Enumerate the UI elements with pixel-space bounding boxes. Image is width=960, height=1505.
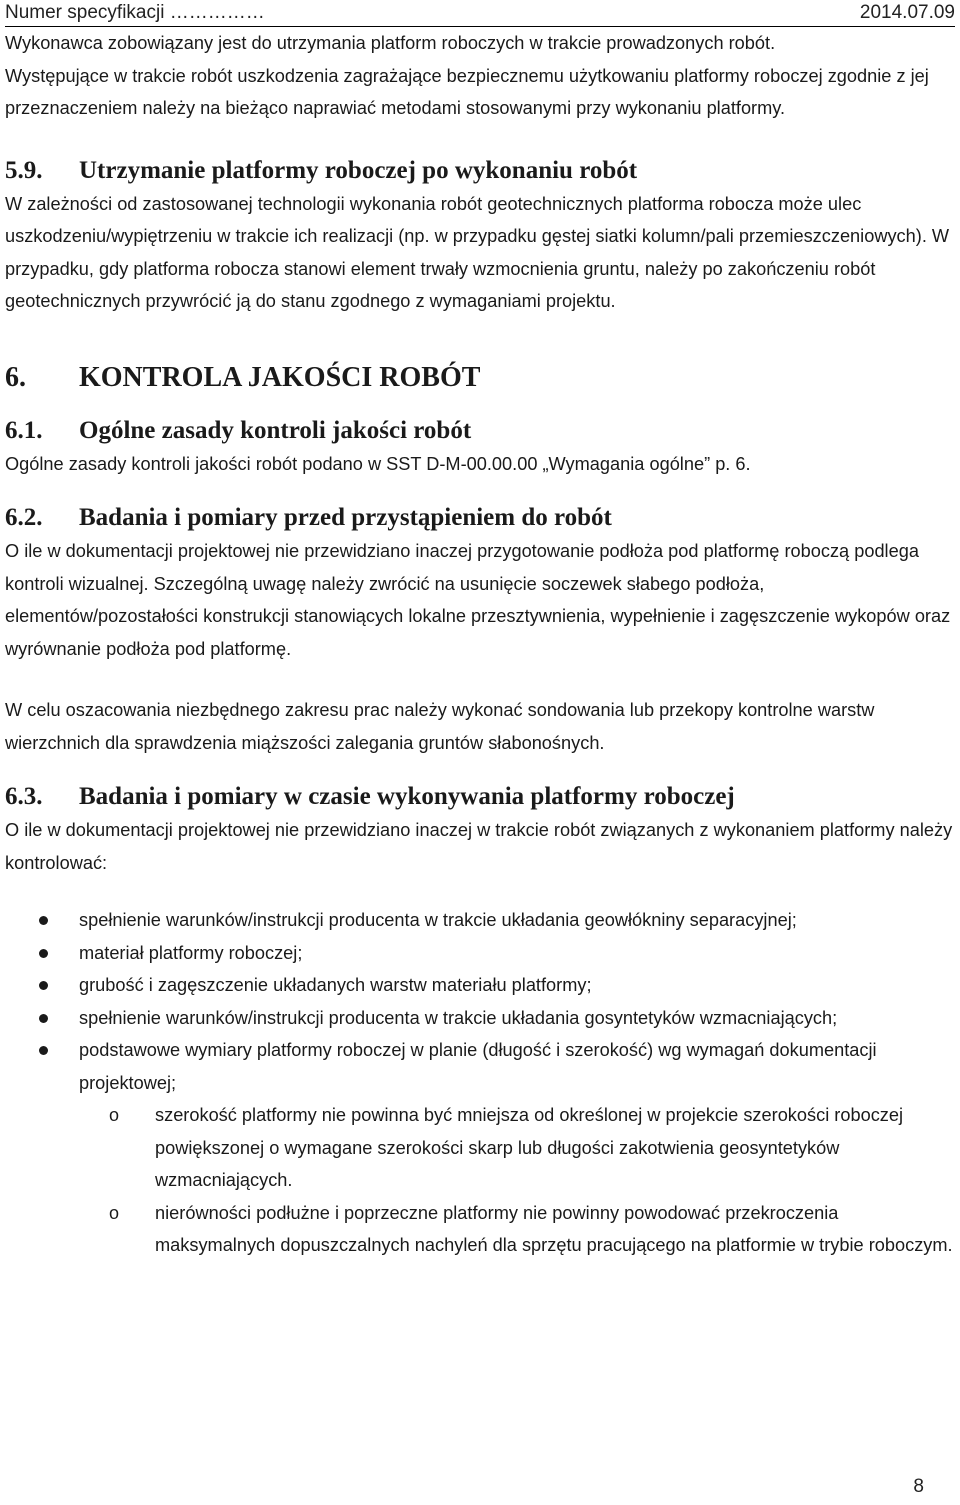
sublist-item [5, 1197, 955, 1262]
section-number: 6. [5, 361, 26, 393]
circle-bullet-icon: o [109, 1202, 120, 1223]
section-number: 6.3. [5, 783, 43, 810]
bullet-icon [39, 949, 48, 958]
sublist-item [5, 1099, 955, 1197]
header-date: 2014.07.09 [859, 2, 955, 23]
section-6-heading [5, 359, 955, 397]
section-title: Utrzymanie platformy roboczej po wykonaniu robót [79, 156, 638, 184]
section-6-1-paragraph: Ogólne zasady kontroli jakości robót podano w SST D-M-00.00.00 „Wymagania ogólne” p. 6. [5, 453, 751, 474]
page-header [5, 2, 955, 26]
section-6-2-heading [5, 501, 955, 535]
bullet-icon [39, 981, 48, 990]
intro-paragraph-1: Wykonawca zobowiązany jest do utrzymania platform roboczych w trakcie prowadzonych robót. [5, 33, 776, 53]
section-title: Badania i pomiary w czasie wykonywania platformy roboczej [79, 783, 735, 810]
section-number: 6.2. [5, 504, 43, 531]
spec-number: Numer specyfikacji …………… [5, 2, 265, 23]
section-6-2-paragraph-1: O ile w dokumentacji projektowej nie przewidziano inaczej przygotowanie podłoża pod platformę roboczą podlega kontroli wizualnej. Szczególną uwagę należy zwrócić na usunięcie soczewek słabego podłoża, elementów/pozostałości konstrukcji stanowiących lokalne przesztywnienia, wypełnienie i zagęszczenie wykopów oraz wyrównanie podłoża pod platformę. [5, 541, 951, 659]
list-item-text: materiał platformy roboczej; [79, 942, 303, 963]
list-item-text: spełnienie warunków/instrukcji producenta w trakcie układania gosyntetyków wzmacniających; [79, 1007, 838, 1028]
intro-paragraph-2: Występujące w trakcie robót uszkodzenia zagrażające bezpiecznemu użytkowaniu platformy roboczej zgodnie z jej przeznaczeniem należy na bieżąco naprawiać metodami stosowanymi przy wykonaniu platformy. [5, 65, 929, 118]
section-title: KONTROLA JAKOŚCI ROBÓT [79, 361, 481, 393]
list-item-text: podstawowe wymiary platformy roboczej w planie (długość i szerokość) wg wymagań dokumentacji projektowej; [79, 1040, 877, 1093]
list-item [5, 937, 955, 970]
control-checklist [5, 904, 955, 1099]
list-item-text: grubość i zagęszczenie układanych warstw materiału platformy; [79, 975, 592, 995]
list-item [5, 1034, 955, 1099]
list-item [5, 1002, 955, 1035]
section-5-9-paragraph: W zależności od zastosowanej technologii wykonania robót geotechnicznych platforma robocza może ulec uszkodzeniu/wypiętrzeniu w trakcie ich realizacji (np. w przypadku gęstej siatki kolumn/pali przemieszczeniowych). W przypadku, gdy platforma robocza stanowi element trwały wzmocnienia gruntu, należy po zakończeniu robót geotechnicznych przywrócić ją do stanu zgodnego z wymaganiami projektu. [5, 193, 950, 311]
section-number: 6.1. [5, 416, 43, 444]
list-item [5, 969, 955, 1002]
section-number: 5.9. [5, 156, 43, 184]
list-item-text: spełnienie warunków/instrukcji producenta w trakcie układania geowłókniny separacyjnej; [79, 910, 797, 930]
sublist-item-text: szerokość platformy nie powinna być mniejsza od określonej w projekcie szerokości roboczej powiększonej o wymagane szerokości skarp lub długości zakotwienia geosyntetyków wzmacniających. [155, 1105, 904, 1190]
bullet-icon [39, 1046, 48, 1055]
list-item [5, 904, 955, 937]
section-title: Ogólne zasady kontroli jakości robót [79, 416, 472, 444]
section-5-9-heading [5, 154, 955, 188]
dimension-sublist [5, 1099, 955, 1262]
circle-bullet-icon: o [109, 1105, 120, 1125]
page-number: 8 [913, 1476, 924, 1497]
section-6-2-paragraph-2: W celu oszacowania niezbędnego zakresu prac należy wykonać sondowania lub przekopy kontrolne warstw wierzchnich dla sprawdzenia miąższości zalegania gruntów słabonośnych. [5, 700, 875, 753]
section-6-1-heading [5, 414, 955, 448]
section-6-3-heading [5, 780, 955, 814]
bullet-icon [39, 1014, 48, 1023]
document-body [5, 27, 955, 1262]
section-6-3-paragraph: O ile w dokumentacji projektowej nie przewidziano inaczej w trakcie robót związanych z wykonaniem platformy należy kontrolować: [5, 820, 953, 873]
section-title: Badania i pomiary przed przystąpieniem do robót [79, 504, 612, 531]
bullet-icon [39, 916, 48, 925]
sublist-item-text: nierówności podłużne i poprzeczne platformy nie powinny powodować przekroczenia maksymalnych dopuszczalnych nachyleń dla sprzętu pracującego na platformie w trybie roboczym. [155, 1202, 953, 1255]
